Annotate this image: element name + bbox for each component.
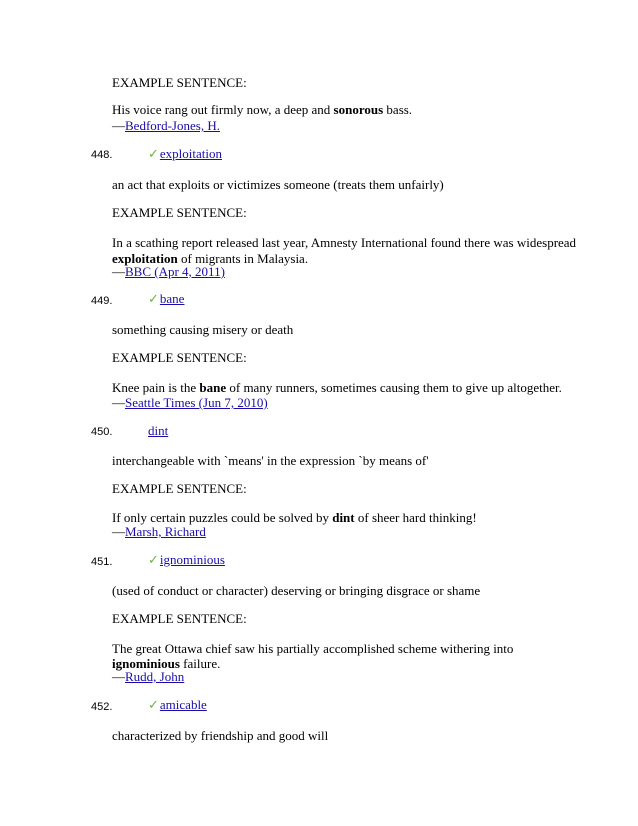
entry-number: 448. <box>91 149 113 161</box>
definition: characterized by friendship and good will <box>112 728 329 743</box>
example-label: EXAMPLE SENTENCE: <box>112 611 247 626</box>
example-sentence-cont: ignominious failure. <box>112 656 221 671</box>
check-icon: ✓ <box>148 292 159 307</box>
source-link[interactable]: Marsh, Richard <box>125 524 206 539</box>
example-label: EXAMPLE SENTENCE: <box>112 205 247 220</box>
example-sentence: The great Ottawa chief saw his partially accomplished scheme withering into <box>112 641 514 656</box>
source-line: —Marsh, Richard <box>112 524 206 539</box>
entry-number: 452. <box>91 701 113 713</box>
example-sentence: Knee pain is the bane of many runners, sometimes causing them to give up altogether. <box>112 380 562 395</box>
entry-word <box>148 552 225 568</box>
example-sentence: His voice rang out firmly now, a deep and sonorous bass. <box>112 102 413 117</box>
word-link[interactable]: amicable <box>159 697 207 712</box>
source-line: —Bedford-Jones, H. <box>112 118 220 133</box>
source-link[interactable]: Seattle Times (Jun 7, 2010) <box>125 395 268 410</box>
source-link[interactable]: BBC (Apr 4, 2011) <box>125 264 225 279</box>
example-sentence: If only certain puzzles could be solved by dint of sheer hard thinking! <box>112 510 477 525</box>
example-label: EXAMPLE SENTENCE: <box>112 75 247 90</box>
word-link[interactable]: exploitation <box>159 146 223 161</box>
source-line: —Rudd, John <box>112 669 185 684</box>
example-sentence-cont: exploitation of migrants in Malaysia. <box>112 251 309 266</box>
entry-word <box>148 423 168 438</box>
source-line: —BBC (Apr 4, 2011) <box>112 264 225 279</box>
definition: something causing misery or death <box>112 322 294 337</box>
check-icon: ✓ <box>148 553 159 568</box>
word-link[interactable]: bane <box>159 291 185 306</box>
example-label: EXAMPLE SENTENCE: <box>112 481 247 496</box>
entry-number: 450. <box>91 426 113 438</box>
definition: interchangeable with `means' in the expression `by means of' <box>112 453 429 468</box>
entry-word <box>148 697 207 713</box>
word-link[interactable]: ignominious <box>159 552 225 567</box>
source-link[interactable]: Bedford-Jones, H. <box>125 118 220 133</box>
check-icon: ✓ <box>148 147 159 162</box>
definition: (used of conduct or character) deserving or bringing disgrace or shame <box>112 583 481 598</box>
check-icon: ✓ <box>148 698 159 713</box>
entry-number: 449. <box>91 295 113 307</box>
entry-number: 451. <box>91 556 113 568</box>
source-line: —Seattle Times (Jun 7, 2010) <box>112 395 268 410</box>
entry-word <box>148 291 184 307</box>
entry-word <box>148 146 222 162</box>
word-link[interactable]: dint <box>148 423 169 438</box>
source-link[interactable]: Rudd, John <box>125 669 185 684</box>
example-label: EXAMPLE SENTENCE: <box>112 350 247 365</box>
example-sentence: In a scathing report released last year, Amnesty International found there was widespread <box>112 235 577 250</box>
definition: an act that exploits or victimizes someone (treats them unfairly) <box>112 177 444 192</box>
